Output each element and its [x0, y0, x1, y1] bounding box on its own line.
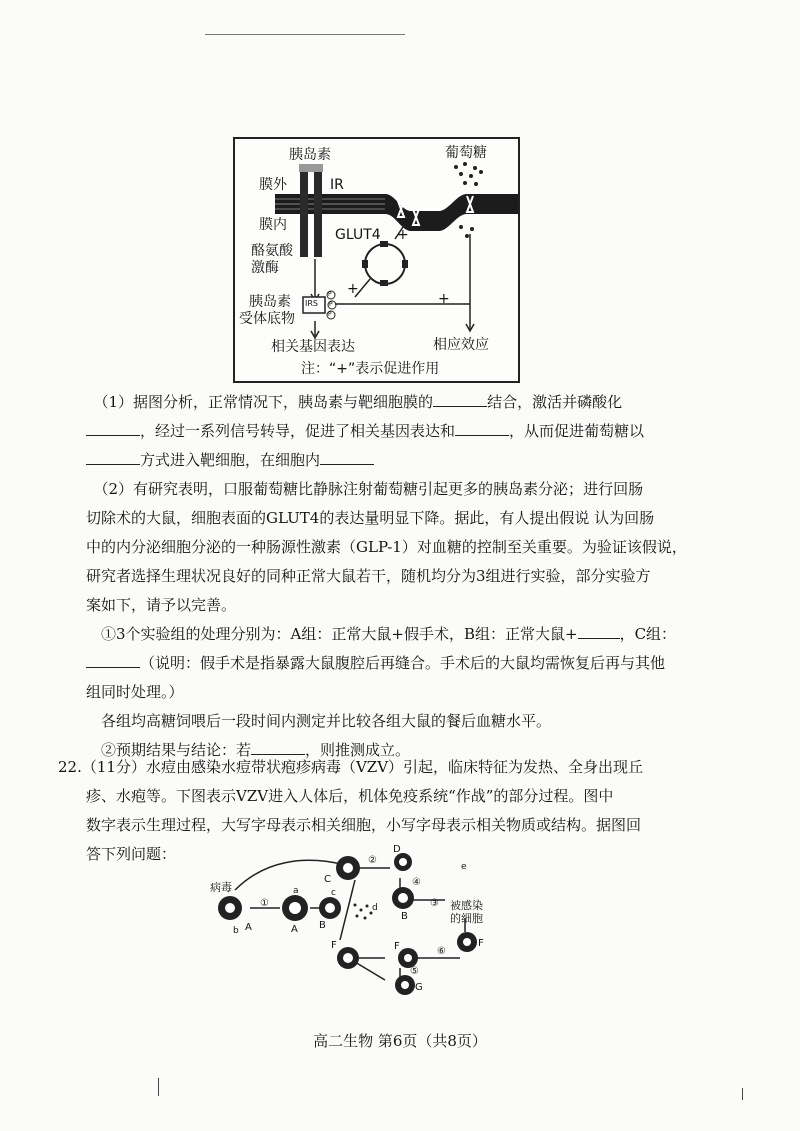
- q21-p2-line1: （2）有研究表明，口服葡萄糖比静脉注射葡萄糖引起更多的胰岛素分泌；进行回肠: [101, 480, 644, 498]
- q21-p5: ②预期结果与结论：若 ，则推测成立。: [101, 741, 411, 759]
- fig2-label-D: D: [393, 844, 401, 855]
- fig1-label-plus-3: +: [397, 227, 409, 243]
- insulin-molecule: [299, 164, 323, 172]
- fig2-label-2: ②: [368, 855, 377, 866]
- fig2-label-d: d: [372, 903, 378, 913]
- fig2-label-B2: B: [401, 911, 408, 922]
- fig1-label-substrate-2: 受体底物: [239, 311, 295, 327]
- q21-p2-line4: 研究者选择生理状况良好的同种正常大鼠若干，随机均分为3组进行实验，部分实验方: [86, 567, 651, 585]
- q21-p4: 各组均高糖饲喂后一段时间内测定并比较各组大鼠的餐后血糖水平。: [101, 712, 552, 730]
- q21-p2-line2: 切除术的大鼠，细胞表面的GLUT4的表达量明显下降。据此，有人提出假说 认为回肠: [86, 509, 655, 527]
- fig1-label-glut4: GLUT4: [335, 227, 381, 243]
- insulin-signaling-figure: [233, 137, 520, 383]
- top-rule: [205, 34, 405, 35]
- fig1-label-glucose: 葡萄糖: [445, 145, 487, 161]
- question21: [86, 388, 726, 765]
- fig1-label-inside: 膜内: [259, 217, 287, 233]
- fig1-label-irs: IRS: [305, 299, 318, 308]
- fig2-label-5: ⑤: [410, 966, 419, 977]
- q22-line3: 数字表示生理过程，大写字母表示相关细胞，小写字母表示相关物质或结构。据图回: [86, 816, 642, 834]
- q22-line4: 答下列问题：: [86, 845, 177, 863]
- fig2-label-b: b: [233, 926, 239, 936]
- fig2-label-4: ④: [412, 877, 421, 888]
- q21-p2-line3: 中的内分泌细胞分泌的一种肠源性激素（GLP-1）对血糖的控制至关重要。为验证该假说，: [86, 538, 687, 556]
- fig2-label-a: a: [293, 886, 299, 896]
- fig1-note: 注：“+”表示促进作用: [301, 361, 440, 377]
- q22-line2: 疹、水疱等。下图表示VZV进入人体后，机体免疫系统“作战”的部分过程。图中: [86, 787, 614, 805]
- q21-p2-line5: 案如下，请予以完善。: [86, 596, 237, 614]
- fig2-label-6: ⑥: [437, 946, 446, 957]
- fig2-label-e: e: [461, 862, 467, 872]
- q21-p3-line2: （说明：假手术是指暴露大鼠腹腔后再缝合。手术后的大鼠均需恢复后再与其他: [86, 649, 726, 678]
- fig2-label-F2: F: [394, 941, 400, 952]
- blank-5[interactable]: [320, 450, 374, 465]
- fig1-label-p1: P: [328, 291, 332, 298]
- fig1-label-gene: 相关基因表达: [271, 339, 355, 355]
- blank-2[interactable]: [86, 421, 140, 436]
- fig1-label-outside: 膜外: [259, 177, 287, 193]
- fig2-label-A1: A: [245, 922, 252, 933]
- immune-cells: [218, 853, 477, 995]
- page-footer: 高二生物 第6页（共8页）: [313, 1032, 487, 1050]
- scan-mark-left: [158, 1078, 159, 1096]
- q21-p3-line3: 组同时处理。）: [86, 683, 184, 701]
- fig2-label-F1: F: [331, 940, 337, 951]
- fig2-label-C: C: [324, 874, 331, 885]
- blank-1[interactable]: [433, 392, 487, 407]
- fig1-label-p2: P: [329, 301, 333, 308]
- fig2-label-infected-1: 被感染: [450, 899, 483, 912]
- insulin-receptor-left: [300, 167, 308, 257]
- q22-line1: 22.（11分）水痘由感染水痘带状疱疹病毒（VZV）引起，临床特征为发热、全身出现丘: [58, 758, 644, 776]
- scan-mark-right: [742, 1088, 743, 1100]
- insulin-receptor-right: [314, 167, 322, 257]
- fig1-label-plus-1: +: [438, 291, 450, 307]
- fig2-label-B1: B: [319, 920, 326, 931]
- cell-membrane: [275, 194, 518, 231]
- fig1-label-ir: IR: [330, 177, 344, 193]
- fig2-label-G: G: [415, 982, 423, 993]
- blank-4[interactable]: [86, 450, 140, 465]
- fig2-label-3: ③: [430, 898, 439, 909]
- fig2-label-infected-2: 的细胞: [450, 912, 483, 925]
- fig2-label-c: c: [331, 888, 336, 898]
- fig2-label-A2: A: [291, 924, 298, 935]
- fig2-label-1: ①: [260, 898, 269, 909]
- q21-p1-line1: （1）据图分析，正常情况下，胰岛素与靶细胞膜的 结合，激活并磷酸化: [101, 393, 623, 411]
- fig1-label-effect: 相应效应: [433, 337, 489, 353]
- fig1-label-kinase-1: 酪氨酸: [251, 243, 293, 259]
- glut4-vesicle-cycle: [365, 244, 405, 284]
- blank-7[interactable]: [86, 653, 140, 668]
- blank-6[interactable]: [578, 624, 620, 639]
- substance-d: [354, 904, 373, 920]
- fig2-label-virus: 病毒: [210, 881, 232, 894]
- fig1-label-plus-2: +: [347, 281, 359, 297]
- fig1-label-p3: P: [328, 311, 332, 318]
- fig1-label-substrate-1: 胰岛素: [249, 294, 291, 310]
- immune-response-figure: [205, 840, 505, 1000]
- fig1-label-kinase-2: 激酶: [251, 260, 279, 276]
- q21-p1-line3: 方式进入靶细胞，在细胞内: [86, 446, 726, 475]
- q21-p1-line2: ，经过一系列信号转导，促进了相关基因表达和 ，从而促进葡萄糖以: [86, 417, 726, 446]
- fig1-label-insulin: 胰岛素: [289, 147, 331, 163]
- fig2-label-F3: F: [478, 938, 484, 949]
- blank-3[interactable]: [455, 421, 509, 436]
- q21-p3-line1: ①3个实验组的处理分别为：A组：正常大鼠+假手术，B组：正常大鼠+ ，C组：: [101, 625, 677, 643]
